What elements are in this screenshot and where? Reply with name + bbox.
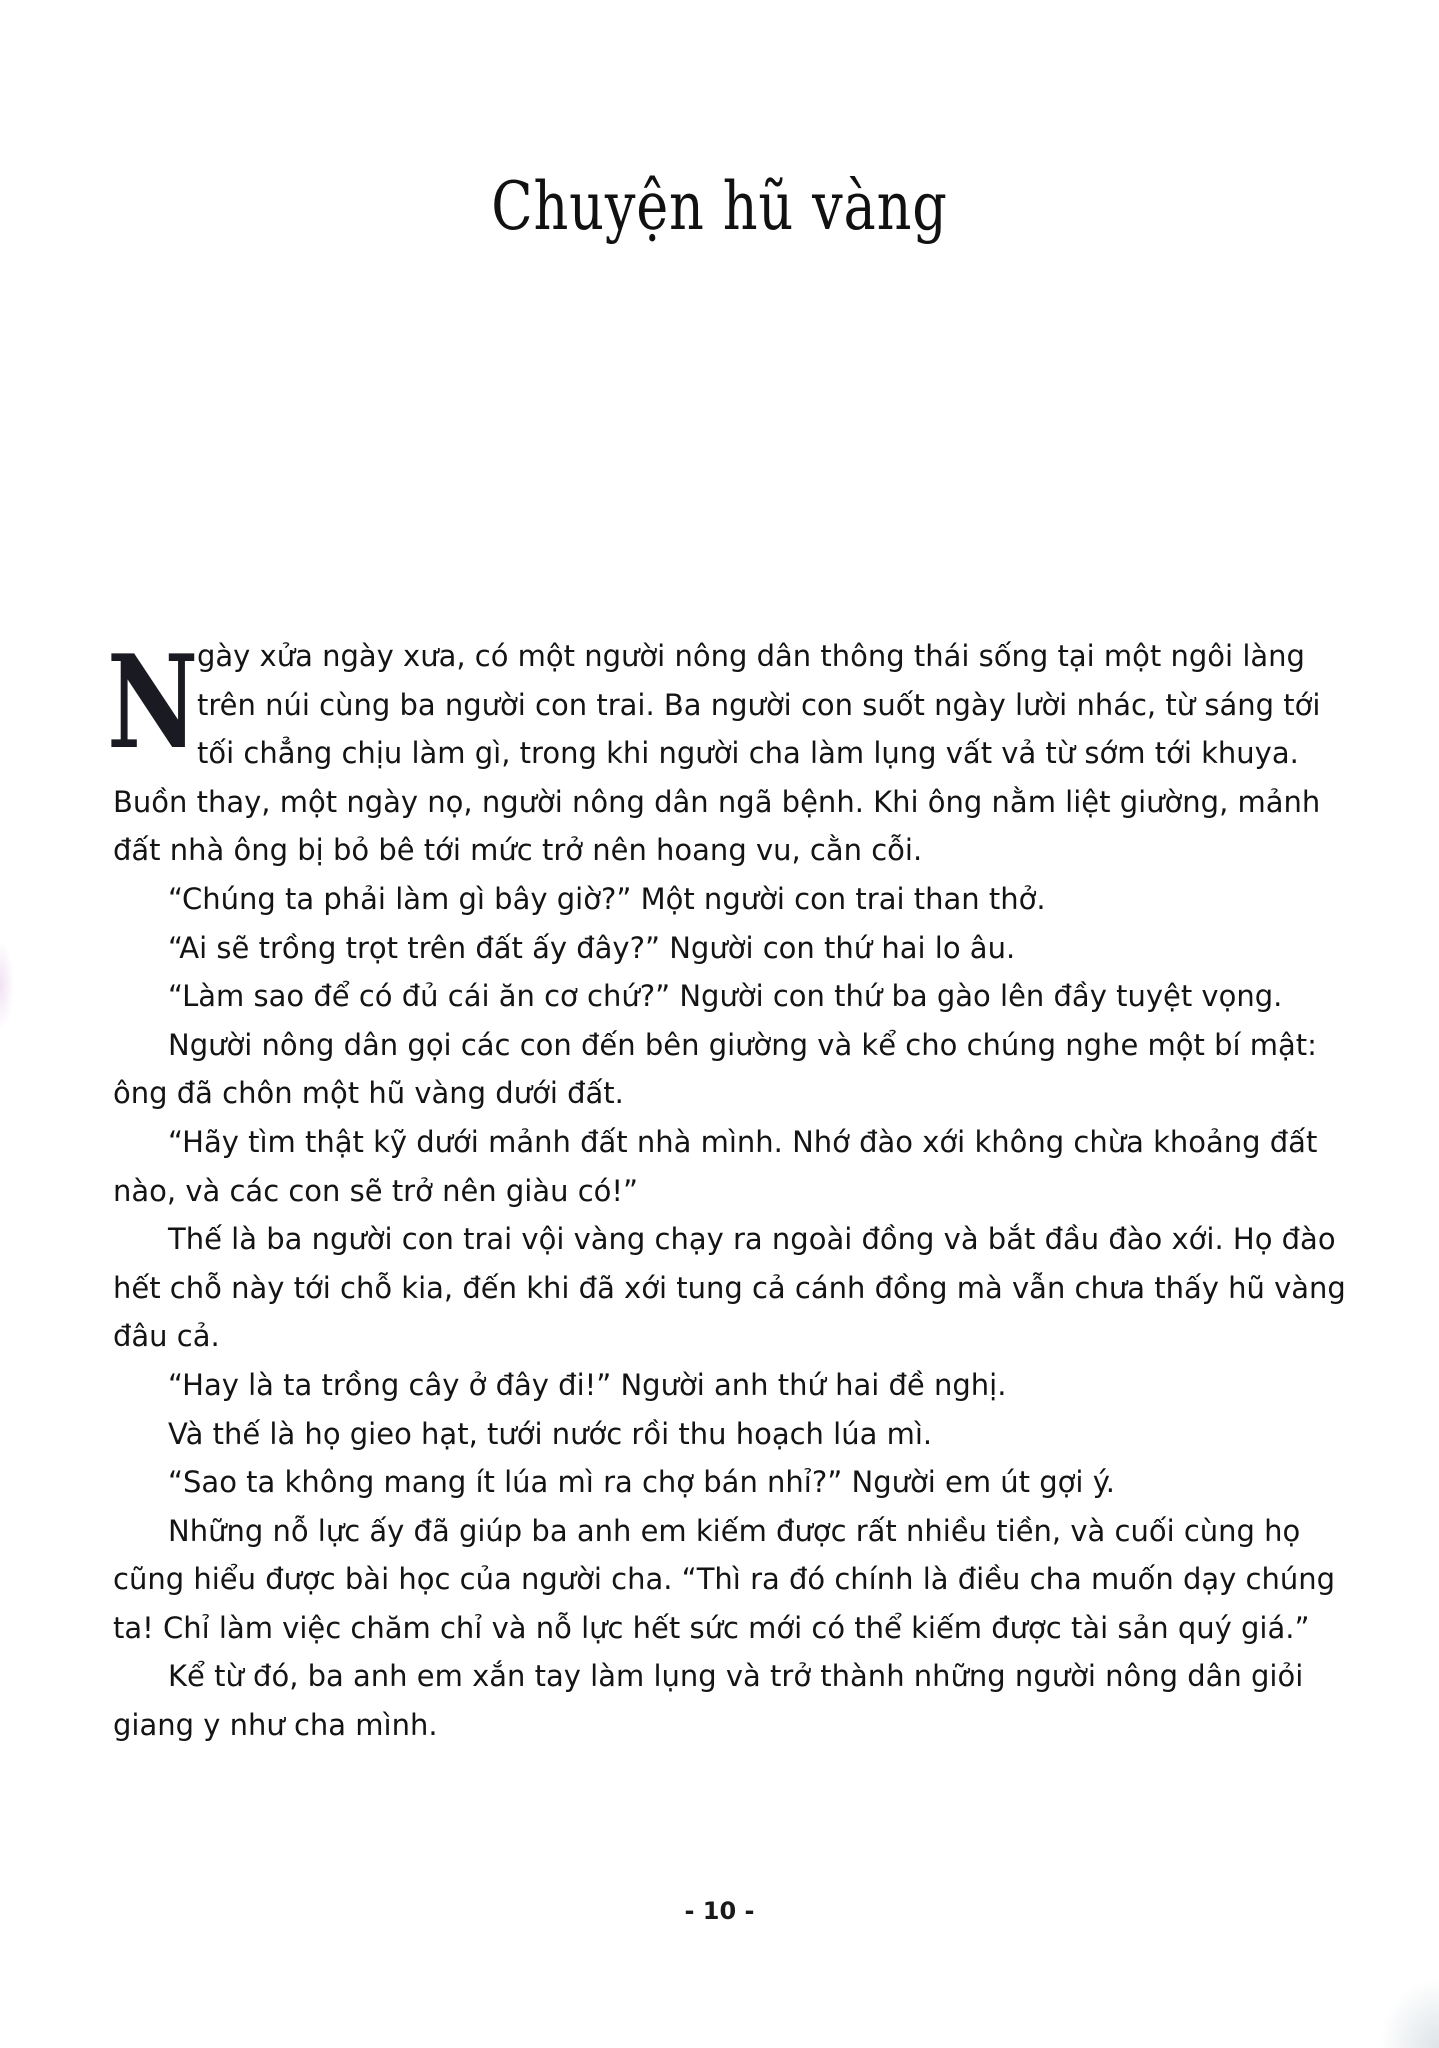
text-line: hết chỗ này tới chỗ kia, đến khi đã xới tung cả cánh đồng mà vẫn chưa thấy hũ vàng	[113, 1270, 1346, 1305]
text-line: gày xửa ngày xưa, có một người nông dân thông thái sống tại một ngôi làng	[197, 639, 1305, 673]
text-line: “Làm sao để có đủ cái ăn cơ chứ?” Người con thứ ba gào lên đầy tuyệt vọng.	[168, 979, 1283, 1014]
paragraph	[113, 1118, 1318, 1215]
paragraph	[113, 1361, 1313, 1410]
paragraph-with-drop-cap	[107, 628, 1321, 875]
text-line: giang y như cha mình.	[113, 1708, 438, 1743]
page-edge-shadow	[0, 940, 14, 1030]
text-line: Những nỗ lực ấy đã giúp ba anh em kiếm được rất nhiều tiền, và cuối cùng họ	[168, 1513, 1301, 1548]
paragraph	[113, 1410, 1313, 1459]
page-corner-shadow	[1379, 1978, 1439, 2048]
text-line: Và thế là họ gieo hạt, tưới nước rồi thu hoạch lúa mì.	[168, 1416, 933, 1451]
text-line: trên núi cùng ba người con trai. Ba người con suốt ngày lười nhác, từ sáng tới	[197, 687, 1321, 722]
text-line: cũng hiểu được bài học của người cha. “Thì ra đó chính là điều cha muốn dạy chúng	[113, 1562, 1335, 1597]
text-line: “Sao ta không mang ít lúa mì ra chợ bán nhỉ?” Người em út gợi ý.	[168, 1465, 1115, 1500]
text-line: tối chẳng chịu làm gì, trong khi người cha làm lụng vất vả từ sớm tới khuya.	[197, 736, 1299, 771]
paragraph	[113, 1215, 1346, 1361]
paragraph	[113, 1458, 1313, 1507]
paragraph	[113, 1021, 1317, 1118]
drop-cap-letter: N	[107, 628, 199, 778]
text-line: “Ai sẽ trồng trọt trên đất ấy đây?” Người con thứ hai lo âu.	[168, 930, 1016, 965]
text-line: Buồn thay, một ngày nọ, người nông dân ngã bệnh. Khi ông nằm liệt giường, mảnh	[113, 784, 1321, 819]
story-body	[107, 628, 1346, 1750]
paragraph	[113, 1652, 1313, 1749]
paragraph	[113, 972, 1313, 1021]
text-line: “Chúng ta phải làm gì bây giờ?” Một người con trai than thở.	[168, 881, 1046, 916]
text-line: đâu cả.	[113, 1319, 220, 1354]
text-line: ta! Chỉ làm việc chăm chỉ và nỗ lực hết sức mới có thể kiếm được tài sản quý giá.”	[113, 1610, 1310, 1645]
text-line: “Hay là ta trồng cây ở đây đi!” Người anh thứ hai đề nghị.	[168, 1367, 1007, 1402]
text-line: ông đã chôn một hũ vàng dưới đất.	[113, 1076, 624, 1111]
paragraph	[113, 924, 1313, 973]
text-line: Thế là ba người con trai vội vàng chạy ra ngoài đồng và bắt đầu đào xới. Họ đào	[168, 1222, 1336, 1257]
text-line: nào, và các con sẽ trở nên giàu có!”	[113, 1173, 639, 1208]
text-line: Người nông dân gọi các con đến bên giường và kể cho chúng nghe một bí mật:	[168, 1027, 1317, 1062]
text-line: “Hãy tìm thật kỹ dưới mảnh đất nhà mình. Nhớ đào xới không chừa khoảng đất	[168, 1124, 1318, 1159]
text-line: đất nhà ông bị bỏ bê tới mức trở nên hoang vu, cằn cỗi.	[113, 833, 923, 868]
paragraph	[113, 875, 1313, 924]
story-title: Chuyện hũ vàng	[491, 168, 948, 245]
page-number: - 10 -	[684, 1897, 755, 1925]
paragraph	[113, 1507, 1335, 1653]
text-line: Kể từ đó, ba anh em xắn tay làm lụng và trở thành những người nông dân giỏi	[168, 1659, 1304, 1694]
